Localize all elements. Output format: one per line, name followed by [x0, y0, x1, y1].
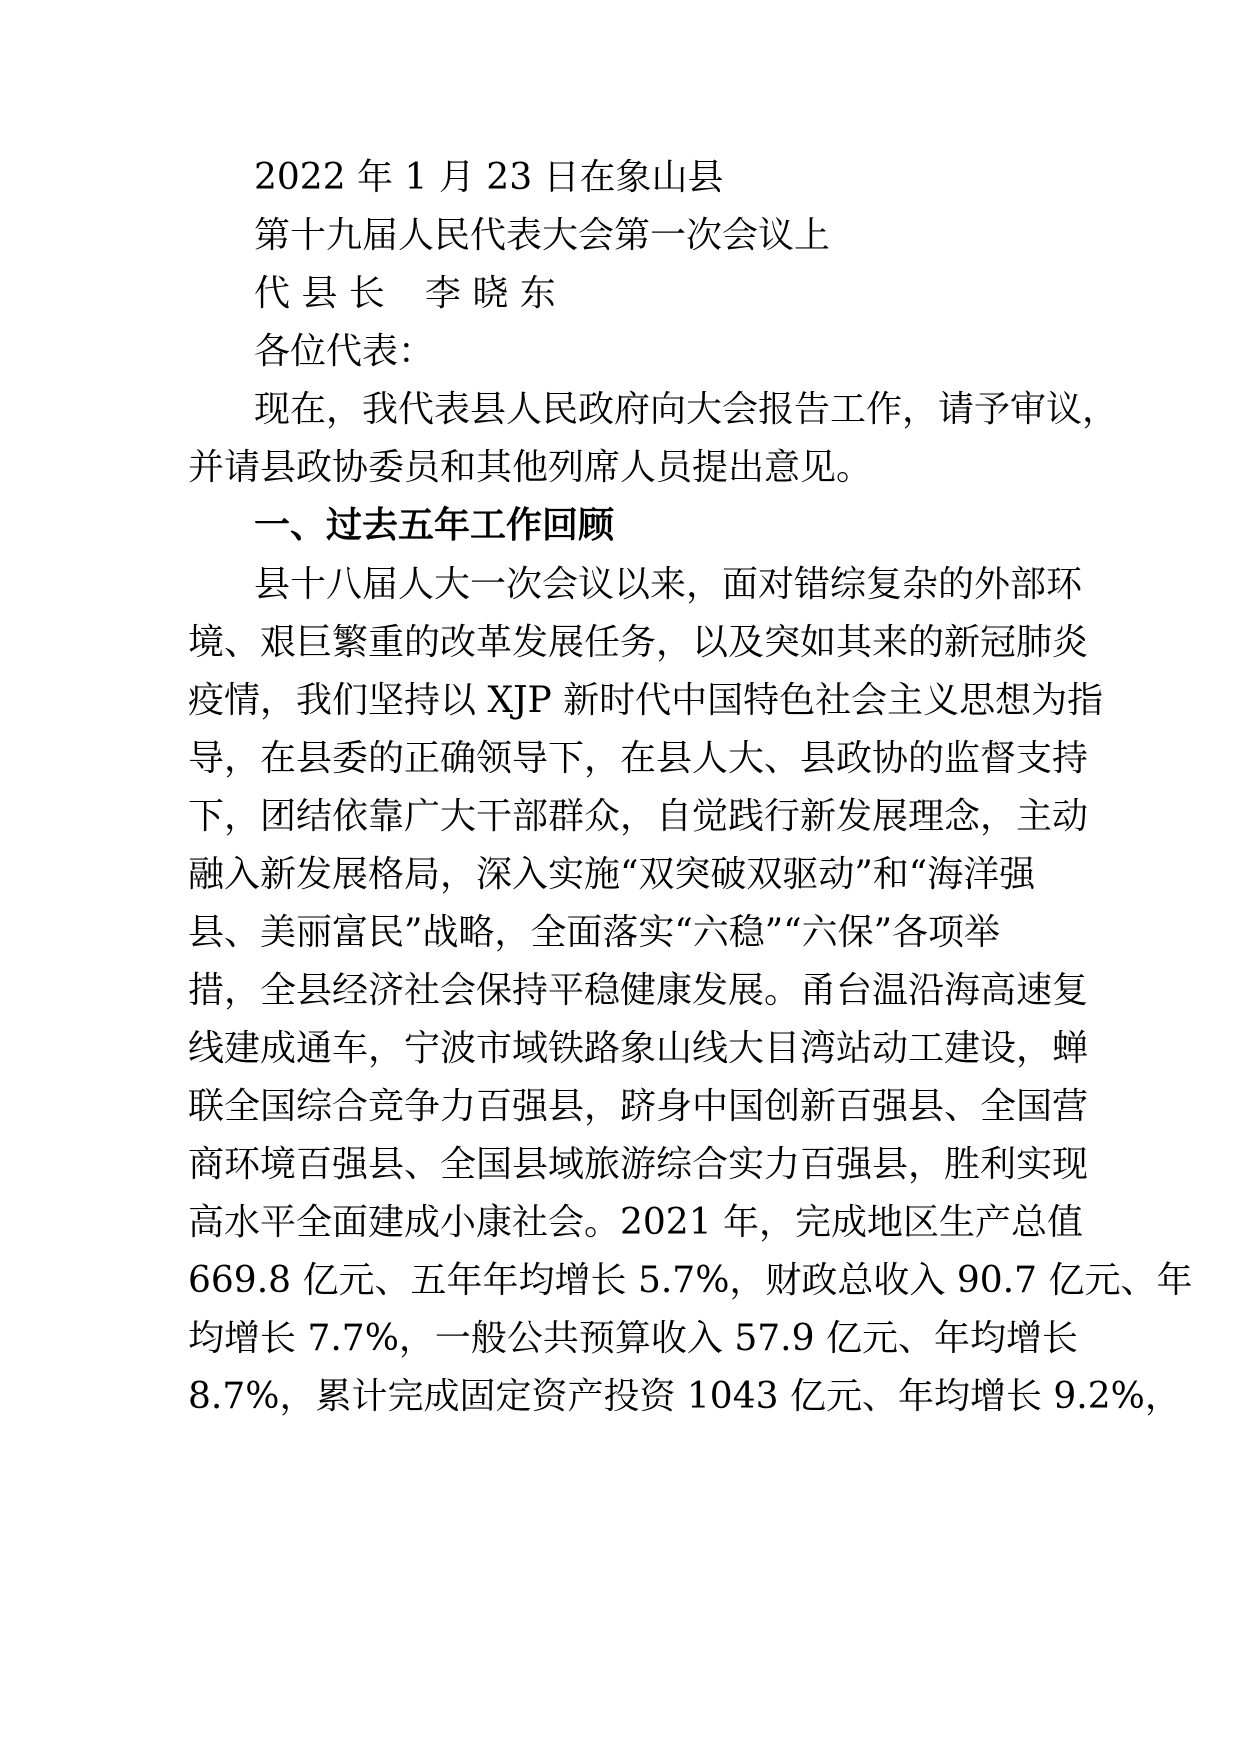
body-line: 联全国综合竞争力百强县，跻身中国创新百强县、全国营: [188, 1086, 1089, 1127]
speaker-title: 代 县 长: [254, 273, 385, 314]
body-line: 措，全县经济社会保持平稳健康发展。甬台温沿海高速复: [188, 970, 1089, 1011]
body-line: 导，在县委的正确领导下，在县人大、县政协的监督支持: [188, 738, 1089, 779]
speaker-line: [254, 270, 1048, 318]
body-line: 线建成通车，宁波市域铁路象山线大目湾站动工建设，蝉: [188, 1028, 1089, 1069]
body-line: 县十八届人大一次会议以来，面对错综复杂的外部环: [254, 564, 1083, 605]
date-line: 2022 年 1 月 23 日在象山县: [254, 157, 724, 198]
intro-line-1: 现在，我代表县人民政府向大会报告工作，请予审议，: [254, 389, 1119, 430]
intro-line-2: 并请县政协委员和其他列席人员提出意见。: [188, 447, 873, 488]
salutation: 各位代表：: [254, 331, 435, 372]
body-line: 疫情，我们坚持以 XJP 新时代中国特色社会主义思想为指: [188, 680, 1104, 721]
body-line: 融入新发展格局，深入实施“双突破双驱动”和“海洋强: [188, 854, 1036, 895]
body-line: 669.8 亿元、五年年均增长 5.7%，财政总收入 90.7 亿元、年: [188, 1260, 1193, 1301]
body-line: 境、艰巨繁重的改革发展任务，以及突如其来的新冠肺炎: [188, 622, 1089, 663]
body-line: 商环境百强县、全国县域旅游综合实力百强县，胜利实现: [188, 1144, 1089, 1185]
speaker-name: 李 晓 东: [424, 273, 556, 314]
meeting-line: 第十九届人民代表大会第一次会议上: [254, 215, 831, 256]
body-line: 高水平全面建成小康社会。2021 年，完成地区生产总值: [188, 1202, 1084, 1243]
section-heading: 一、过去五年工作回顾: [254, 505, 615, 546]
body-line: 下，团结依靠广大干部群众，自觉践行新发展理念，主动: [188, 796, 1089, 837]
body-line: 均增长 7.7%，一般公共预算收入 57.9 亿元、年均增长: [188, 1318, 1078, 1359]
body-line: 县、美丽富民”战略，全面落实“六稳”“六保”各项举: [188, 912, 1001, 953]
body-line: 8.7%，累计完成固定资产投资 1043 亿元、年均增长 9.2%，: [188, 1376, 1181, 1417]
